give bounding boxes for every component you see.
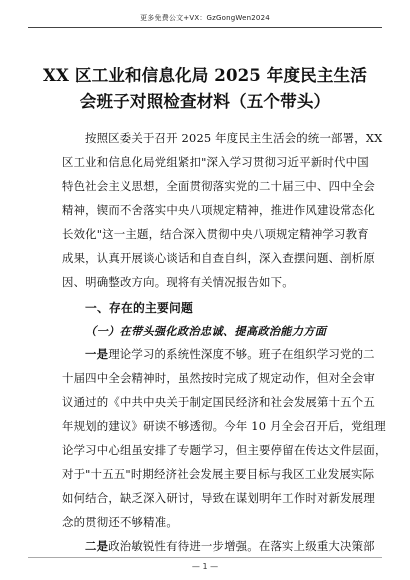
document-title-line-1: XX 区工业和信息化局 2025 年度民主生活 — [43, 65, 367, 85]
intro-line: 长效化"这一主题，结合深入贯彻中央八项规定精神学习教育 — [62, 227, 369, 241]
paragraph-1-text: 理论学习的系统性深度不够。班子在组织学习党的二 — [108, 347, 375, 361]
paragraph-1-line: 对于"十五五"时期经济社会发展主要目标与我区工业发展实际 — [62, 467, 375, 481]
paragraph-1-line: 论学习中心组虽安排了专题学习，但主要停留在传达文件层面， — [62, 443, 387, 457]
intro-line: 区工业和信息化局党组紧扣"深入学习贯彻习近平新时代中国 — [62, 155, 369, 169]
intro-line: 按照区委关于召开 2025 年度民主生活会的统一部署，XX — [85, 131, 383, 145]
page-number: — 1 — — [191, 562, 219, 571]
subsection-heading: （一）在带头强化政治忠诚、提高政治能力方面 — [85, 324, 327, 338]
paragraph-2-text: 政治敏锐性有待进一步增强。在落实上级重大决策部 — [108, 539, 375, 553]
header-note: 更多免费公文+VX：GzGongWen2024 — [140, 14, 270, 22]
paragraph-1-line — [85, 347, 375, 361]
paragraph-1-lead: 一是 — [85, 347, 109, 361]
intro-line: 特色社会主义思想，全面贯彻落实党的二十届三中、四中全会 — [62, 179, 375, 193]
paragraph-1-line: 十届四中全会精神时，虽然按时完成了规定动作，但对全会审 — [62, 371, 375, 385]
intro-line: 成果，认真开展谈心谈话和自查自纠，深入查摆问题、剖析原 — [62, 251, 375, 265]
document-title-line-2: 会班子对照检查材料（五个带头） — [79, 91, 331, 111]
paragraph-1-line: 念的贯彻还不够精准。 — [62, 515, 178, 529]
intro-line: 精神，锲而不舍落实中央八项规定精神，推进作风建设常态化 — [62, 203, 375, 217]
paragraph-1-line: 年规划的建议》研读不够透彻。今年 10 月全会召开后，党组理 — [62, 419, 386, 433]
paragraph-2-lead: 二是 — [85, 539, 109, 553]
intro-line: 因、明确整改方向。现将有关情况报告如下。 — [62, 275, 294, 289]
paragraph-2-line — [85, 539, 375, 553]
paragraph-1-line: 如何结合，缺乏深入研讨，导致在谋划明年工作时对新发展理 — [62, 491, 375, 505]
section-heading: 一、存在的主要问题 — [85, 301, 193, 315]
footer-divider — [28, 557, 382, 558]
paragraph-1-line: 议通过的《中共中央关于制定国民经济和社会发展第十五个五 — [62, 395, 375, 409]
header-divider — [28, 27, 382, 28]
